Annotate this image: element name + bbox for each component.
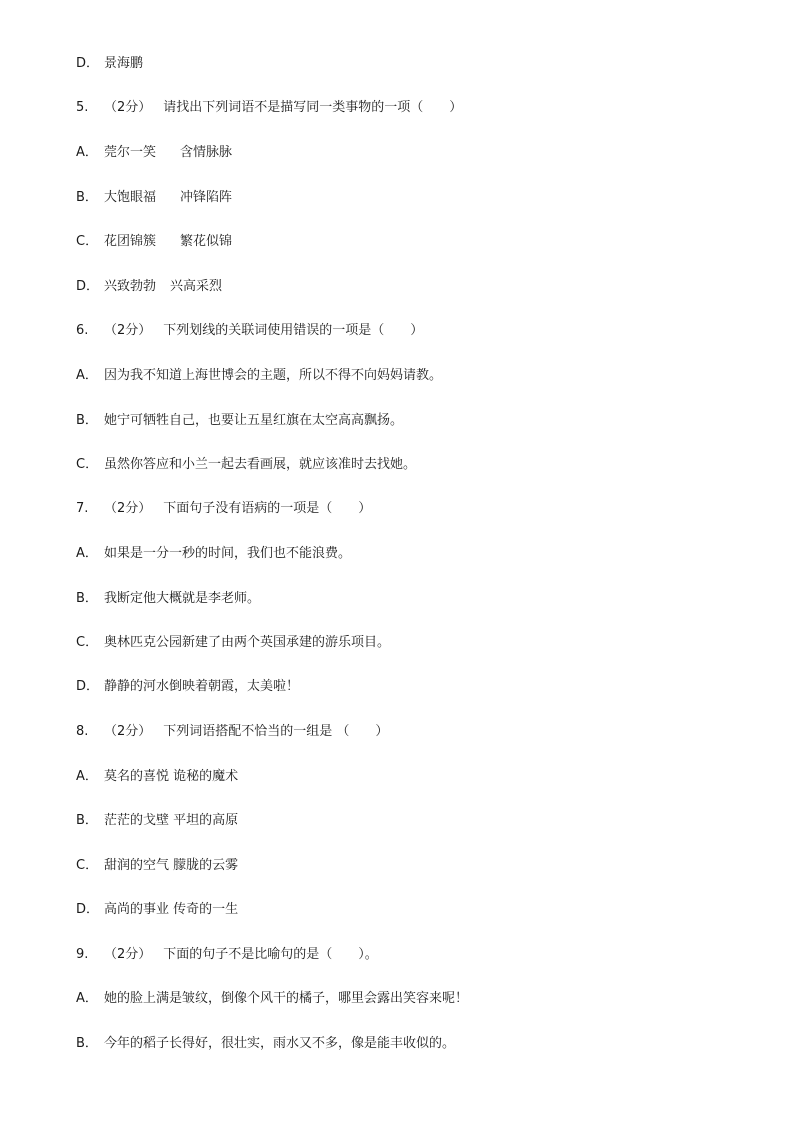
option-text: 我断定他大概就是李老师。 bbox=[104, 591, 261, 606]
option-text: 虽然你答应和小兰一起去看画展，就应该准时去找她。 bbox=[104, 457, 417, 472]
option-label: A． bbox=[76, 368, 98, 383]
option-text-2: 含情脉脉 bbox=[180, 145, 233, 160]
option-label: B． bbox=[76, 1036, 98, 1051]
option-a-q5 bbox=[76, 143, 232, 163]
option-label: B． bbox=[76, 591, 98, 606]
option-d-q7 bbox=[76, 677, 299, 697]
option-label: C． bbox=[76, 234, 99, 249]
option-c-q7 bbox=[76, 633, 390, 653]
option-label: A． bbox=[76, 769, 98, 784]
option-d-q4 bbox=[76, 54, 143, 74]
option-c-q5 bbox=[76, 232, 232, 252]
question-number: 7. bbox=[76, 501, 89, 516]
option-text: 花团锦簇 bbox=[104, 234, 157, 249]
question-text: 下列划线的关联词使用错误的一项是（ ） bbox=[163, 323, 424, 338]
option-label: B． bbox=[76, 190, 98, 205]
option-label: D． bbox=[76, 902, 100, 917]
question-number: 9. bbox=[76, 947, 89, 962]
question-text: 下面的句子不是比喻句的是（ ）。 bbox=[163, 947, 378, 962]
option-c-q6 bbox=[76, 455, 416, 475]
option-label: A． bbox=[76, 546, 98, 561]
option-label: D． bbox=[76, 56, 100, 71]
question-score: （2分） bbox=[104, 100, 152, 115]
option-c-q8 bbox=[76, 856, 238, 876]
question-6 bbox=[76, 321, 423, 341]
option-text: 甜润的空气 朦胧的云雾 bbox=[104, 858, 239, 873]
option-b-q5 bbox=[76, 188, 232, 208]
option-a-q7 bbox=[76, 544, 351, 564]
option-b-q6 bbox=[76, 411, 403, 431]
option-text: 奥林匹克公园新建了由两个英国承建的游乐项目。 bbox=[104, 635, 391, 650]
option-d-q5 bbox=[76, 277, 222, 297]
question-text: 下列词语搭配不恰当的一组是 （ ） bbox=[163, 724, 389, 739]
option-text-2: 繁花似锦 bbox=[180, 234, 233, 249]
question-number: 8. bbox=[76, 724, 89, 739]
option-label: B． bbox=[76, 813, 98, 828]
option-d-q8 bbox=[76, 900, 238, 920]
question-number: 6. bbox=[76, 323, 89, 338]
question-number: 5. bbox=[76, 100, 89, 115]
question-8 bbox=[76, 722, 388, 742]
option-text: 高尚的事业 传奇的一生 bbox=[104, 902, 239, 917]
option-text: 景海鹏 bbox=[104, 56, 144, 71]
option-text-2: 冲锋陷阵 bbox=[180, 190, 233, 205]
question-score: （2分） bbox=[104, 724, 152, 739]
option-label: A． bbox=[76, 145, 98, 160]
option-label: C． bbox=[76, 457, 99, 472]
option-a-q8 bbox=[76, 767, 238, 787]
question-score: （2分） bbox=[104, 947, 152, 962]
question-text: 下面句子没有语病的一项是（ ） bbox=[163, 501, 372, 516]
option-label: C． bbox=[76, 635, 99, 650]
option-label: D． bbox=[76, 279, 100, 294]
option-text: 静静的河水倒映着朝霞，太美啦！ bbox=[104, 679, 300, 694]
question-5 bbox=[76, 98, 462, 118]
option-text: 大饱眼福 bbox=[104, 190, 157, 205]
question-7 bbox=[76, 499, 371, 519]
option-text: 莞尔一笑 bbox=[104, 145, 157, 160]
question-score: （2分） bbox=[104, 323, 152, 338]
option-a-q6 bbox=[76, 366, 442, 386]
option-text: 兴致勃勃 bbox=[104, 279, 157, 294]
option-text: 她宁可牺牲自己，也要让五星红旗在太空高高飘扬。 bbox=[104, 413, 404, 428]
option-b-q9 bbox=[76, 1034, 455, 1054]
option-text: 因为我不知道上海世博会的主题，所以不得不向妈妈请教。 bbox=[104, 368, 443, 383]
question-text: 请找出下列词语不是描写同一类事物的一项（ ） bbox=[163, 100, 463, 115]
option-text: 茫茫的戈壁 平坦的高原 bbox=[104, 813, 239, 828]
option-b-q8 bbox=[76, 811, 238, 831]
option-text: 如果是一分一秒的时间，我们也不能浪费。 bbox=[104, 546, 352, 561]
option-text: 她的脸上满是皱纹，倒像个风干的橘子，哪里会露出笑容来呢！ bbox=[104, 991, 469, 1006]
question-score: （2分） bbox=[104, 501, 152, 516]
option-text-2: 兴高采烈 bbox=[170, 279, 223, 294]
option-label: C． bbox=[76, 858, 99, 873]
option-label: B． bbox=[76, 413, 98, 428]
option-text: 今年的稻子长得好，很壮实，雨水又不多，像是能丰收似的。 bbox=[104, 1036, 456, 1051]
option-text: 莫名的喜悦 诡秘的魔术 bbox=[104, 769, 239, 784]
option-b-q7 bbox=[76, 589, 260, 609]
option-a-q9 bbox=[76, 989, 468, 1009]
option-label: A． bbox=[76, 991, 98, 1006]
question-9 bbox=[76, 945, 378, 965]
option-label: D． bbox=[76, 679, 100, 694]
